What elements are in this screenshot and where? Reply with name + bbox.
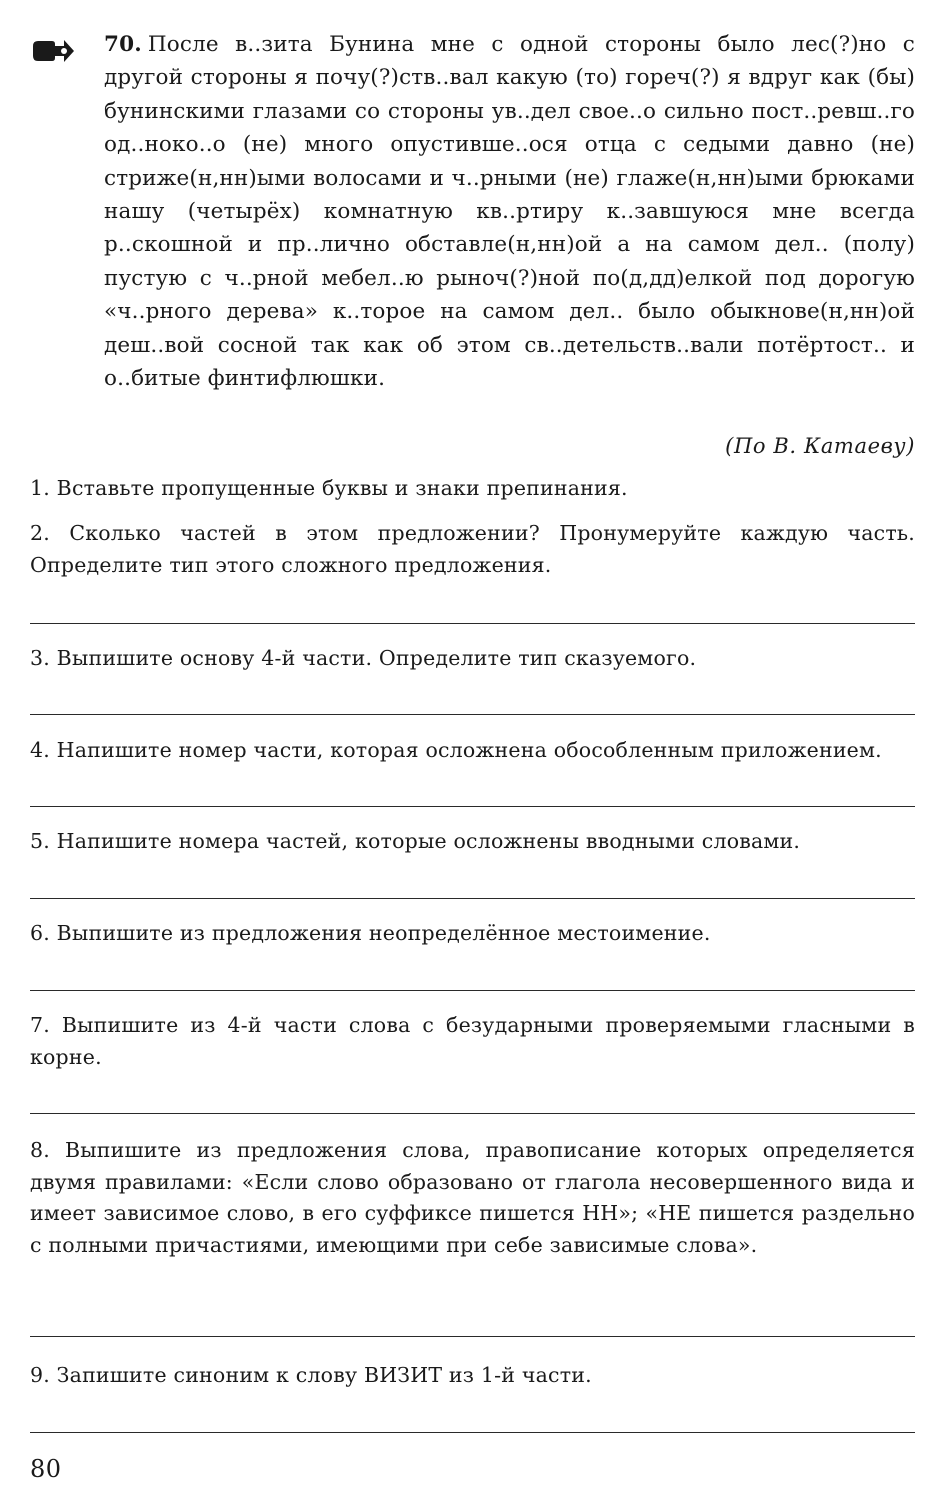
- page-number: 80: [30, 1455, 62, 1483]
- answer-line-3[interactable]: [30, 714, 915, 715]
- task-3: 3. Выпишите основу 4-й части. Определите тип сказуемого.: [30, 646, 697, 670]
- answer-line-2[interactable]: [30, 623, 915, 624]
- answer-line-8[interactable]: [30, 1336, 915, 1337]
- exercise-number: 70.: [104, 32, 142, 57]
- task-2: 2. Сколько частей в этом предложении? Пронумеруйте каждую часть. Определите тип этого сложного предложения.: [30, 521, 915, 577]
- answer-line-6[interactable]: [30, 990, 915, 991]
- task-6: 6. Выпишите из предложения неопределённое местоимение.: [30, 921, 711, 945]
- task-4: 4. Напишите номер части, которая осложнена обособленным приложением.: [30, 738, 882, 762]
- pencil-mark-icon: [30, 38, 76, 64]
- exercise-sentence: После в..зита Бунина мне с одной стороны было лес(?)но с другой стороны я почу(?)ств..вал какую (то) гореч(?) я вдруг как (бы) бунинскими глазами со стороны ув..дел свое..о сильно пост..ревш..го од..ноко..о (не) много опустивше..ося отца с седыми давно (не) стриже(н,нн)ыми волосами и ч..рными (не) глаже(н,нн)ыми брюками нашу (четырёх) комнатную кв..ртиру к..завшуюся мне всегда р..скошной и пр..лично обставле(н,нн)ой а на самом дел.. (полу) пустую с ч..рной мебел..ю рыноч(?)ной по(д,дд)елкой под дорогую «ч..рного дерева» к..торое на самом дел.. было обыкнове(н,нн)ой деш..вой сосной так как об этом св..детельств..вали потёртост.. и о..битые финтифлюшки.: [104, 32, 915, 392]
- task-9: 9. Запишите синоним к слову ВИЗИТ из 1-й части.: [30, 1363, 592, 1387]
- exercise-block: [30, 28, 915, 395]
- task-7: 7. Выпишите из 4-й части слова с безударными проверяемыми гласными в корне.: [30, 1013, 915, 1069]
- task-8: 8. Выпишите из предложения слова, правописание которых определяется двумя правилами: «Если слово образовано от глагола несовершенного вида и имеет зависимое слово, в его суффиксе пишется НН»; «НЕ пишется раздельно с полными причастиями, имеющими при себе зависимые слова».: [30, 1138, 915, 1257]
- answer-line-5[interactable]: [30, 898, 915, 899]
- task-1: 1. Вставьте пропущенные буквы и знаки препинания.: [30, 476, 628, 500]
- answer-line-4[interactable]: [30, 806, 915, 807]
- answer-line-7[interactable]: [30, 1113, 915, 1114]
- task-5: 5. Напишите номера частей, которые осложнены вводными словами.: [30, 829, 801, 853]
- source-attribution: (По В. Катаеву): [725, 434, 915, 458]
- answer-line-9[interactable]: [30, 1432, 915, 1433]
- exercise-text: [104, 28, 915, 395]
